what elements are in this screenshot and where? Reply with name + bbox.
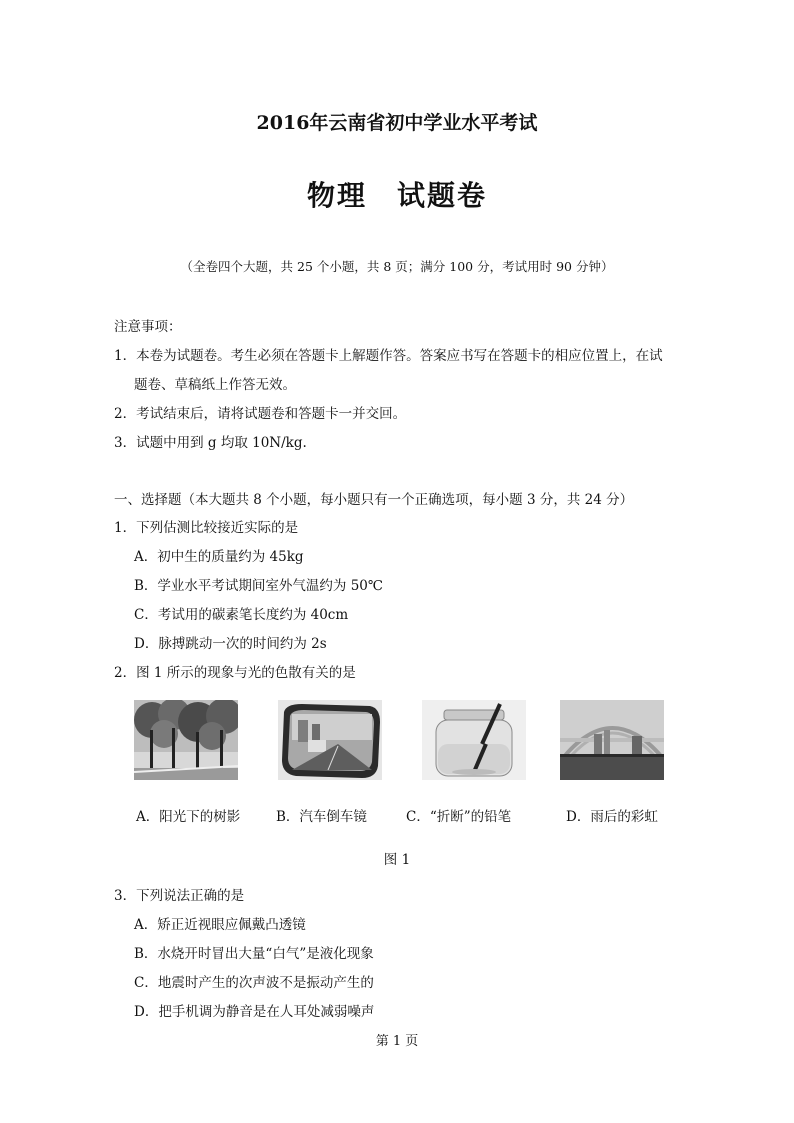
subject-title: 物理 试题卷	[306, 179, 487, 212]
question-3-option-a: A．矫正近视眼应佩戴凸透镜	[134, 917, 306, 933]
note-item-continued: 题卷、草稿纸上作答无效。	[134, 377, 296, 393]
question-3-option-b: B．水烧开时冒出大量“白气”是液化现象	[134, 946, 374, 962]
question-1-option-c: C．考试用的碳素笔长度约为 40cm	[134, 607, 349, 623]
question-1-option-d: D．脉搏跳动一次的时间约为 2s	[134, 636, 327, 652]
figure-caption-c: C．“折断”的铅笔	[406, 809, 512, 825]
note-item: 2．考试结束后，请将试题卷和答题卡一并交回。	[114, 406, 407, 422]
question-1-stem: 1．下列估测比较接近实际的是	[114, 520, 299, 536]
tree-shadow-photo	[134, 700, 238, 780]
figure-caption-b: B．汽车倒车镜	[276, 809, 367, 825]
question-2-stem: 2．图 1 所示的现象与光的色散有关的是	[114, 665, 356, 681]
figure-caption-a: A．阳光下的树影	[136, 809, 241, 825]
exam-title: 2016年云南省初中学业水平考试	[256, 112, 538, 134]
notes-heading: 注意事项：	[114, 319, 182, 335]
question-3-option-d: D．把手机调为静音是在人耳处减弱噪声	[134, 1004, 375, 1020]
question-3-option-c: C．地震时产生的次声波不是振动产生的	[134, 975, 374, 991]
car-mirror-photo	[278, 700, 382, 780]
bent-pencil-photo	[422, 700, 526, 780]
rainbow-photo	[560, 700, 664, 780]
figure-caption-d: D．雨后的彩虹	[566, 809, 658, 825]
question-1-option-a: A．初中生的质量约为 45kg	[134, 549, 304, 565]
exam-info: （全卷四个大题，共 25 个小题，共 8 页；满分 100 分，考试用时 90 分钟）	[180, 259, 614, 274]
section-heading: 一、选择题（本大题共 8 个小题，每小题只有一个正确选项，每小题 3 分，共 24 分）	[114, 492, 634, 508]
note-item: 1．本卷为试题卷。考生必须在答题卡上解题作答。答案应书写在答题卡的相应位置上，在试	[114, 348, 663, 364]
page-number: 第 1 页	[375, 1034, 419, 1049]
note-item: 3．试题中用到 g 均取 10N/kg.	[114, 435, 307, 451]
figure-label: 图 1	[383, 852, 411, 868]
question-3-stem: 3．下列说法正确的是	[114, 888, 245, 904]
question-1-option-b: B．学业水平考试期间室外气温约为 50℃	[134, 578, 383, 594]
